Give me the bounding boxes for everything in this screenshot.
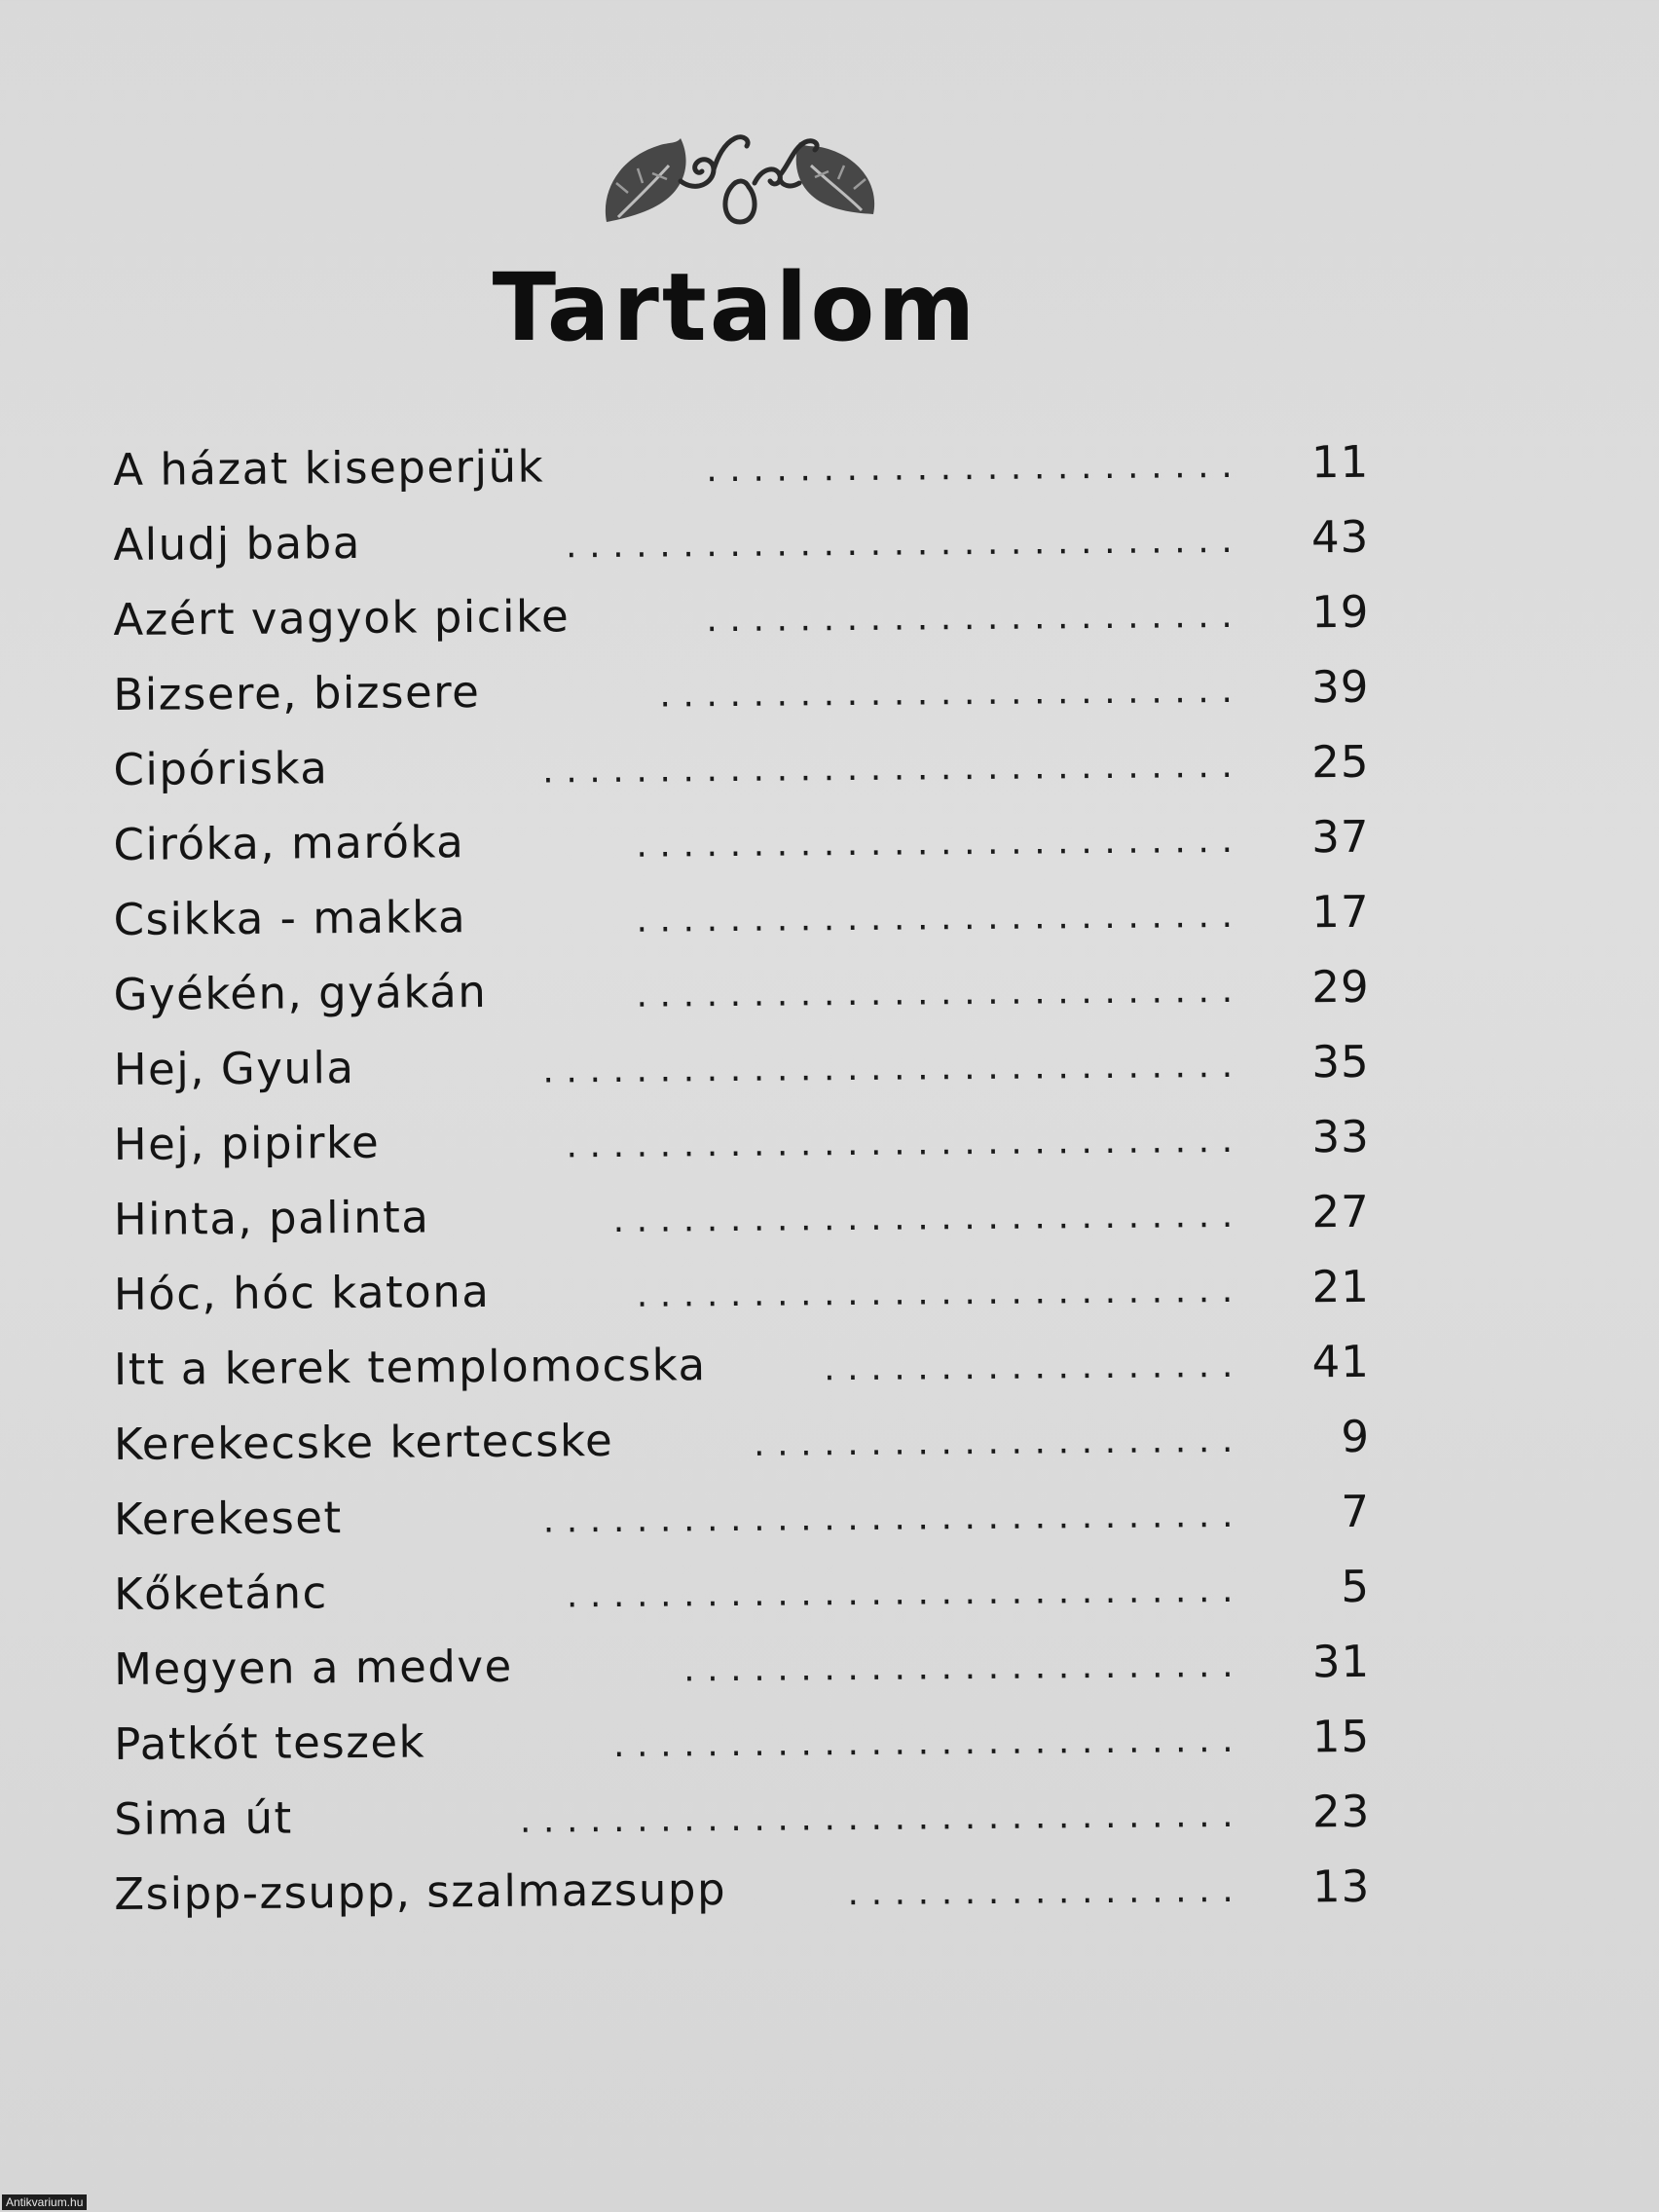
toc-entry-title: Sima út (114, 1791, 293, 1845)
toc-entry (113, 426, 1370, 511)
toc-entry-title: Kerekecske kertecske (113, 1414, 614, 1470)
dot-leader: .............................. (542, 1494, 1246, 1541)
toc-entry-title: A házat kiseperjük (113, 440, 545, 496)
toc-entry-title: Hej, Gyula (113, 1042, 355, 1095)
toc-entry-title: Megyen a medve (113, 1640, 513, 1695)
toc-entry (114, 1251, 1371, 1336)
toc-entry (113, 501, 1370, 586)
toc-entry-page-number: 43 (1310, 510, 1370, 564)
dot-leader: ........................... (612, 1719, 1246, 1765)
dot-leader: ........................ (682, 1644, 1246, 1690)
dot-leader: .............................. (542, 1045, 1245, 1091)
table-of-contents (0, 424, 1659, 1936)
vine-leaves-ornament-icon (599, 125, 881, 237)
dot-leader: .......................... (636, 895, 1245, 940)
toc-entry-page-number: 27 (1311, 1185, 1371, 1238)
toc-entry-page-number: 31 (1311, 1635, 1371, 1688)
toc-entry-title: Azért vagyok picike (113, 590, 571, 645)
dot-leader: .............................. (542, 745, 1245, 792)
toc-entry-title: Bizsere, bizsere (113, 665, 481, 720)
toc-entry-page-number: 9 (1341, 1410, 1371, 1463)
toc-entry (113, 1026, 1370, 1111)
dot-leader: .......................... (636, 970, 1245, 1015)
page-title: Tartalom (492, 253, 978, 362)
toc-entry-title: Csikka - makka (113, 891, 467, 945)
dot-leader: .................. (824, 1345, 1246, 1389)
toc-entry-page-number: 15 (1311, 1710, 1371, 1763)
dot-leader: ................. (847, 1869, 1246, 1914)
toc-entry-title: Kőketánc (113, 1567, 328, 1620)
toc-entry-page-number: 13 (1311, 1860, 1371, 1913)
toc-entry-page-number: 5 (1341, 1560, 1371, 1613)
toc-entry-page-number: 23 (1311, 1785, 1371, 1838)
dot-leader: .......................... (636, 1270, 1246, 1315)
toc-entry-title: Itt a kerek templomocska (113, 1339, 707, 1395)
toc-entry (114, 1701, 1371, 1786)
dot-leader: ......................... (659, 670, 1245, 716)
dot-leader: ............................... (519, 1794, 1246, 1841)
toc-entry-title: Ciróka, maróka (113, 816, 465, 870)
toc-entry (113, 1101, 1370, 1186)
toc-entry-title: Patkót teszek (113, 1715, 426, 1770)
toc-entry-title: Hinta, palinta (113, 1191, 430, 1245)
toc-entry (113, 801, 1370, 886)
toc-entry-page-number: 33 (1311, 1110, 1370, 1163)
toc-entry (114, 1401, 1371, 1486)
toc-entry-page-number: 19 (1310, 585, 1370, 639)
toc-entry-title: Hej, pipirke (113, 1116, 381, 1170)
toc-entry-page-number: 21 (1311, 1260, 1371, 1313)
toc-entry (114, 1776, 1371, 1861)
toc-entry-title: Gyékén, gyákán (113, 965, 488, 1020)
toc-entry-title: Hóc, hóc katona (113, 1265, 491, 1320)
dot-leader: ..................... (753, 1419, 1246, 1464)
dot-leader: ............................. (566, 1120, 1245, 1166)
toc-entry (114, 1851, 1371, 1936)
toc-entry-title: Kerekeset (113, 1492, 343, 1545)
toc-entry-page-number: 37 (1311, 810, 1370, 864)
toc-entry-title: Aludj baba (113, 516, 361, 571)
toc-entry (114, 1176, 1371, 1261)
toc-entry-title: Zsipp-zsupp, szalmazsupp (114, 1863, 727, 1920)
toc-entry-page-number: 39 (1310, 660, 1370, 714)
toc-entry (114, 1476, 1371, 1561)
toc-entry-page-number: 35 (1311, 1035, 1370, 1088)
dot-leader: ....................... (706, 595, 1245, 641)
dot-leader: ........................... (612, 1195, 1245, 1240)
toc-entry (113, 876, 1370, 961)
toc-entry (113, 951, 1370, 1036)
toc-entry-page-number: 41 (1311, 1335, 1371, 1388)
toc-entry (114, 1626, 1371, 1711)
dot-leader: ............................. (565, 520, 1245, 567)
dot-leader: ....................... (706, 445, 1245, 491)
toc-entry-page-number: 25 (1310, 735, 1370, 789)
watermark: Antikvarium.hu (2, 2194, 87, 2210)
toc-entry (114, 1551, 1371, 1636)
dot-leader: ............................. (566, 1569, 1246, 1616)
toc-entry (113, 651, 1370, 736)
toc-entry-page-number: 7 (1341, 1485, 1371, 1538)
dot-leader: .......................... (636, 820, 1245, 866)
toc-entry-title: Cipóriska (113, 742, 329, 795)
toc-entry-page-number: 17 (1311, 885, 1370, 939)
toc-entry (113, 726, 1370, 811)
toc-entry-page-number: 11 (1310, 435, 1370, 489)
toc-entry (113, 576, 1370, 661)
toc-entry-page-number: 29 (1311, 960, 1370, 1014)
toc-entry (114, 1326, 1371, 1411)
